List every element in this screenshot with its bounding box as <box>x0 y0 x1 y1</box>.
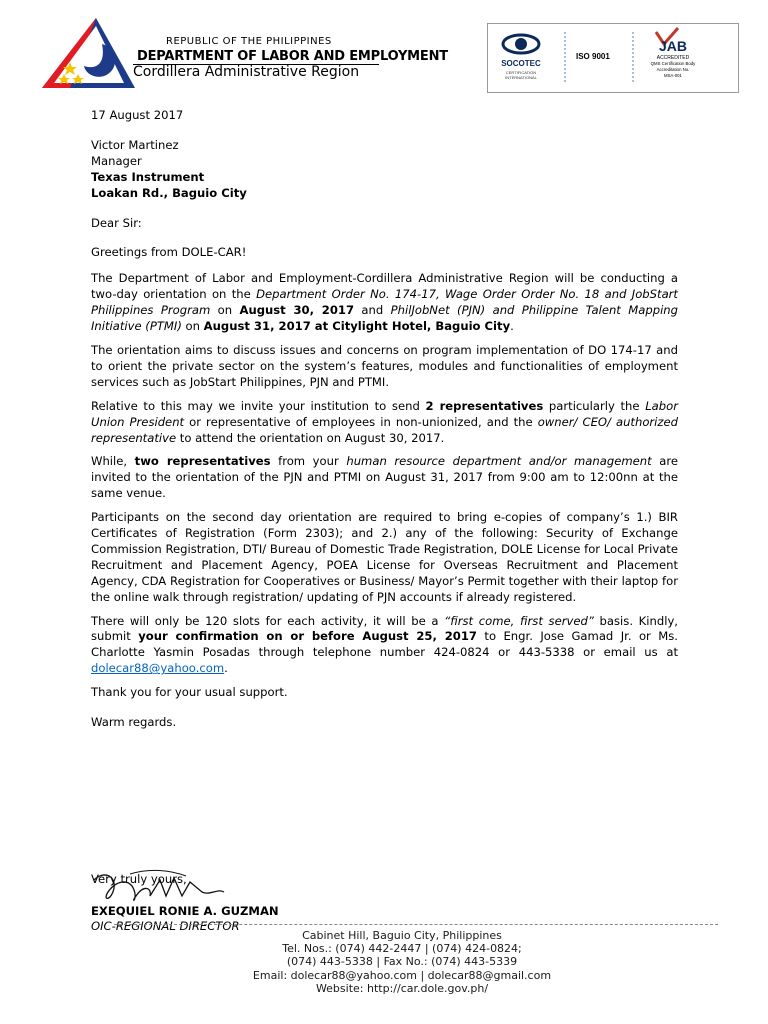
svg-text:ACCREDITED: ACCREDITED <box>656 55 690 61</box>
recipient-position: Manager <box>91 153 142 168</box>
jab-logo <box>488 24 738 92</box>
letter-date: 17 August 2017 <box>91 108 184 122</box>
p4-dept: human resource department and/or management <box>346 454 652 469</box>
svg-text:JAB: JAB <box>658 38 688 54</box>
p3-count: 2 representatives <box>425 398 544 413</box>
footer-email: Email: dolecar88@yahoo.com | dolecar88@gmail.com <box>252 968 552 982</box>
paragraph-5: Participants on the second day orientation are required to bring e-copies of company’s 1.) BIR Certificates of Registration (Form 2303); and 2.) any of the following: Security of Exchange Commission Registration, DTI/ Bureau of Domestic Trade Registration, DOLE License for Local Private Recruitment and Placement Agency, POEA License for Overseas Recruitment and Placement Agency, CDA Registration for Cooperatives or Business/ Mayor’s Permit together with their laptop for the online walk through registration/ updating of PJN accounts if already registered. <box>91 510 678 604</box>
svg-text:MSA-001: MSA-001 <box>664 73 682 78</box>
p1-programs: PhilJobNet (PJN) and Philippine Talent Mapping Initiative (PTMI) <box>91 303 678 334</box>
p3-text: or representative of employees in non-unionized, and the <box>184 414 538 429</box>
header-region: Cordillera Administrative Region <box>133 64 360 80</box>
letter-body <box>91 108 678 731</box>
p3-text: to attend the orientation on August 30, 2017. <box>176 430 445 445</box>
recipient-company: Texas Instrument <box>91 169 205 184</box>
signatory-name: EXEQUIEL RONIE A. GUZMAN <box>91 904 279 918</box>
recipient-address: Loakan Rd., Baguio City <box>91 185 247 200</box>
signature-closing: Very truly yours, <box>91 872 187 886</box>
p1-date-2: August 31, 2017 at Citylight Hotel, Baguio City <box>203 319 511 334</box>
svg-text:SOCOTEC: SOCOTEC <box>501 59 541 68</box>
p6-quote: “first come, first served” <box>444 613 594 628</box>
p6-text: There will only be 120 slots for each activity, it will be a <box>91 613 445 628</box>
thanks: Thank you for your usual support. <box>91 685 288 700</box>
p1-text: The Department of Labor and Employment-Cordillera Administrative Region will be conducting a two-day orientation on the <box>91 271 678 302</box>
p4-text: are invited to the orientation of the PJN and PTMI on August 31, 2017 from 9:00 am to 12:00nn at the same venue. <box>91 454 679 501</box>
p3-text: particularly the <box>543 398 646 413</box>
p6-deadline: your confirmation on or before August 25, 2017 <box>138 629 477 644</box>
p3-role-1: Labor Union President <box>91 398 678 429</box>
salutation: Dear Sir: <box>91 215 142 230</box>
p1-text: . <box>510 319 514 334</box>
cert-iso-label: ISO 9001 <box>576 52 610 61</box>
svg-text:QMS Certification Body: QMS Certification Body <box>650 61 696 66</box>
p3-text: Relative to this may we invite your institution to send <box>91 398 426 413</box>
email-link[interactable]: dolecar88@yahoo.com <box>91 661 225 676</box>
signatory-title: OIC-REGIONAL DIRECTOR <box>91 919 240 933</box>
footer-tel: Tel. Nos.: (074) 442-2447 | (074) 424-0824; <box>282 942 522 956</box>
footer-fax: (074) 443-5338 | Fax No.: (074) 443-5339 <box>286 955 518 969</box>
footer-divider <box>114 924 718 925</box>
dole-logo <box>40 14 136 92</box>
p4-count: two representatives <box>134 454 271 469</box>
header-republic: REPUBLIC OF THE PHILIPPINES <box>166 36 332 47</box>
svg-text:INTERNATIONAL: INTERNATIONAL <box>505 75 537 80</box>
header-department: DEPARTMENT OF LABOR AND EMPLOYMENT <box>137 49 448 64</box>
paragraph-2: The orientation aims to discuss issues and concerns on program implementation of DO 174-17 and to orient the private sector on the system’s features, modules and functionalities of employment services such as JobStart Philippines, PJN and PTMI. <box>91 342 678 389</box>
footer-website: Website: http://car.dole.gov.ph/ <box>315 981 489 995</box>
paragraph-1 <box>91 271 678 335</box>
paragraph-4 <box>91 454 678 502</box>
p4-text: from your <box>270 454 347 469</box>
p1-text: on <box>181 319 204 334</box>
p6-text: basis. Kindly, submit <box>91 613 678 644</box>
footer <box>210 929 594 995</box>
footer-address: Cabinet Hill, Baguio City, Philippines <box>302 929 502 942</box>
p1-date-1: August 30, 2017 <box>239 303 355 318</box>
paragraph-6 <box>91 614 678 678</box>
paragraph-3 <box>91 399 678 447</box>
svg-text:Accreditation No.: Accreditation No. <box>656 67 690 72</box>
recipient-name: Victor Martinez <box>91 137 179 152</box>
p6-text: . <box>224 661 228 676</box>
p1-text: and <box>354 303 391 318</box>
p3-role-2: owner/ CEO/ authorized representative <box>91 414 678 445</box>
p6-text: to Engr. Jose Gamad Jr. or Ms. Charlotte Yasmin Posadas through telephone number 424-0824 or 443-5338 or email us at <box>91 629 678 660</box>
svg-text:CERTIFICATION: CERTIFICATION <box>505 70 537 75</box>
p4-text: While, <box>91 454 135 469</box>
p1-text: on <box>210 303 240 318</box>
greeting: Greetings from DOLE-CAR! <box>91 245 247 260</box>
regards: Warm regards. <box>91 715 177 730</box>
certification-box <box>487 23 739 93</box>
recipient-block <box>91 138 678 202</box>
p1-orders: Department Order No. 174-17, Wage Order Order No. 18 and JobStart Philippines Program <box>91 287 678 318</box>
